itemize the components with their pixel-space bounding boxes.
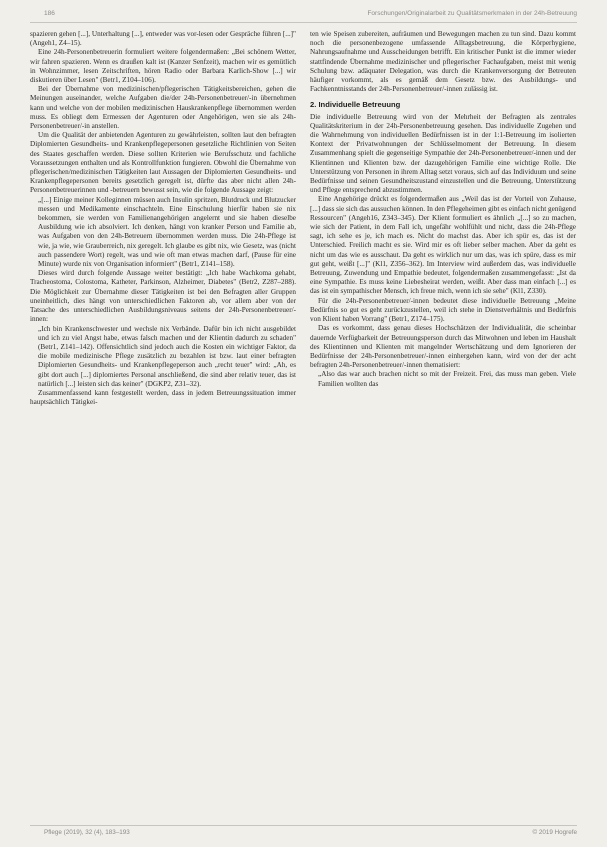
right-column bbox=[310, 30, 576, 820]
quote-paragraph: „[...] Einige meiner Kolleginnen müssen auch Insulin spritzen, Blutdruck und Blutzucker messen und Medikamente einschachteln. Eine Einschulung hierfür haben sie nix bekommen, sie werden von Familienangehörigen angelernt und sie haben dieselbe Ausbildung wie ich absolviert. Ich denken, hängt von kranker Person und Familie ab, was Aufgaben von den 24h-Betreuern übernommen werden muss. Die 24h-Pflege ist wie, ja wie, wie Grauberreich, nix geregelt. Ich glaube es gibt nix, wie Gesetz, was (nicht auch passendere Wort) regelt, was und wie oft man etwas machen darf, (Pause für eine Minute) wurde nix von Organisation informiert" (Betr1, Z141–158). bbox=[38, 195, 296, 269]
section-heading: 2. Individuelle Betreuung bbox=[310, 100, 401, 110]
paragraph: spazieren gehen [...], Unterhaltung [...], entweder was vor-lesen oder Gespräche führen [...]" (Angeh1, Z4–15). bbox=[30, 30, 296, 48]
paragraph: Eine Angehörige drückt es folgendermaßen aus „Weil das ist der Vorteil von Zuhause, [...] dass sie sich das aussuchen können. In den Pflegeheimen gibt es einfach nicht genügend Ressourcen" (Angeh16, Z343–345). Der Klient formuliert es ähnlich „[...] so zu machen, wie sich der Patient, in dem Fall ich, ungefähr wohlfühlt und nicht, dass die 24h-Pflege sagt, ich sehe es je, ich mach es. Nicht do machst das. Aber ich spür es, das ist der Unterschied. Freilich macht es sie. Wird mir es oft lieber selber machen. Aber da geht es nicht um das wie es ausschaut. Da geht es wirklich nur um das, was ich spüre, dass es mir gut geht, weißt [...]" (Kl1, Z356–362). Im Interview wird außerdem das, was individuelle Betreuung, Zuwendung und Empathie bedeutet, folgendermaßen zusammengefasst: „Ist da eine Sympathie. Es muss keine Liebesheirat werden, weißt. Aber dass man einfach [...] es das ist ein sympathischer Mensch, ich freue mich, wenn ich sie sehe" (Kl1, Z330). bbox=[310, 195, 576, 296]
page-number: 186 bbox=[44, 10, 55, 17]
page-header bbox=[30, 8, 577, 23]
quote-paragraph: „Ich bin Krankenschwester und wechsle nix Verbände. Dafür bin ich nicht ausgebildet und ich zu viel Angst habe, etwas falsch machen und der Klientin dadurch zu schaden" (Betr1, Z141–142). Offensichtlich sind jedoch auch die Kosten ein wichtiger Faktor, da die mobile medizinische Pflege zusätzlich zu bezahlen ist bzw. laut einer befragten Diplomierten Gesundheits- und Krankenpflegeperson auch „recht teuer" wird: „Ah, es gibt dort auch [...] diplomiertes Personal anschließend, die sind aber relativ teuer, das ist natürlich [...] leisten sich das keiner" (DGKP2, Z31–32). bbox=[38, 324, 296, 388]
paragraph: Das es vorkommt, dass genau dieses Hochschätzen der Individualität, die scheinbar dauernde Verfügbarkeit der Betreuungsperson durch das Mitwohnen und leben im Haushalt des Klientinnen und Klienten mit mangelnder Wertschätzung und dem Ignorieren der Bedürfnisse der 24h-Personenbetreuer/-innen einhergehen kann, wird von der der acht befragten 24h-Personenbetreuer/-innen thematisiert: bbox=[310, 324, 576, 370]
paragraph: Bei der Übernahme von medizinischen/pflegerischen Tätigkeitsbereichen, gehen die Meinungen auseinander, welche Aufgaben die/der 24h-Personenbetreuer/-in übernehmen kann und welche von der mobilen medizinischen Hauskrankenpflege übernommen werden muss. Es obliegt dem Ermessen der Agenturen oder Angehörigen, wen sie als 24h-Personenbetreuer/-in anstellen. bbox=[30, 85, 296, 131]
left-column bbox=[30, 30, 296, 820]
paragraph: ten wie Speisen zubereiten, aufräumen und Bewegungen machen zu tun sind. Dazu kommt noch die personenbezogene umfassende Alltagsbetreuung, die Körperhygiene, Nahrungsaufnahme und Ausscheidungen betrifft. Ein kritischer Punkt ist die immer wieder stattfindende Übernahme medizinischer und pflegerischer Fachaufgaben, meist mit wenig Schulung bzw. adäquater Delegation, was durch die Krankenversorgung der Betreuten häufiger vorkommt, als es gemäß dem Gesetz bzw. des Ausbildungs- und Fachkenntnisstands der 24h-Personenbetreuer/-innen zulässig ist. bbox=[310, 30, 576, 94]
quote-paragraph: „Also das war auch brachen nicht so mit der Freizeit. Frei, das muss man geben. Viele Familien wollten das bbox=[318, 370, 576, 388]
journal-citation: Pflege (2019), 32 (4), 183–193 bbox=[44, 829, 130, 836]
paragraph: Dieses wird durch folgende Aussage weiter bestätigt: „Ich habe Wachkoma gehabt, Tracheostoma, Colostoma, Katheter, Parkinson, Alzheimer, Diabetes" (Betr2, Z287–288). Die Möglichkeit zur Übernahme dieser Tätigkeiten ist bei den Befragten aller Gruppen uneinheitlich, dies hängt von unterschiedlichen Faktoren ab, vor allem aber von der Tatsache des unterschiedlichen Ausbildungsniveaus seitens der 24h-Personenbetreuer/-innen: bbox=[30, 269, 296, 324]
paragraph: Um die Qualität der anbietenden Agenturen zu gewährleisten, sollten laut den befragten Diplomierten Gesundheits- und Krankenpflegepersonen gesetzliche Richtlinien von Seiten des Staates geschaffen werden. Diese sollten Kriterien wie Berufsschutz und fachliche Voraussetzungen enthalten und als Kontrollfunktion fungieren. Obwohl die Übernahme von pflegerischen/medizinischen Tätigkeiten laut Aussagen der Diplomierten Gesundheits- und Krankenpflegepersonen bereits gesetzlich geregelt ist, dürfte das aber nicht allen 24h-Personenbetreuerinnen und -betreuern bewusst sein, wie die folgende Aussage zeigt: bbox=[30, 131, 296, 195]
paragraph: Eine 24h-Personenbetreuerin formuliert weitere folgendermaßen: „Bei schönem Wetter, wir fahren spazieren. Wenn es draußen kalt ist (Kanzer Senfzeit), machen wir es gemütlich in Wohnzimmer, lesen Zeitschriften, hören Radio oder Barbara Karlich-Show [...] wir diskutieren über Lesen" (Betr1, Z104–106). bbox=[30, 48, 296, 85]
page-footer bbox=[30, 825, 577, 838]
paragraph: Zusammenfassend kann festgestellt werden, dass in jedem Betreuungssituation immer hauptsächlich Tätigkei- bbox=[30, 388, 296, 407]
copyright: © 2019 Hogrefe bbox=[532, 829, 577, 836]
paragraph: Für die 24h-Personenbetreuer/-innen bedeutet diese individuelle Betreuung „Meine Bedürfnis so gut es geht zurückzustellen, weil ich stehe in Dienstverhältnis und Bedürfnis von Klient haben Vorrang" (Betr1, Z174–175). bbox=[310, 296, 576, 324]
paragraph: Die individuelle Betreuung wird von der Mehrheit der Befragten als zentrales Qualitätskriterium in der 24h-Personenbetreuung gesehen. Das individuelle Zugehen und die Wahrnehmung von individuellen Bedürfnissen ist in der 1:1-Betreuung im isolierten Kontext der Privatwohnungen der Schlüsselmoment der Betreuung. In diesem Zusammenhang spielt die gegenseitige Sympathie der 24h-Personenbetreuer/-innen und der Klientinnen und Klienten bzw. der dazugehörigen Familie eine wichtige Rolle. Die Unterstützung von Personen in ihrem Alltag setzt voraus, sich auf das Individuum und seine Bedürfnisse und seinen Gesundheitszustand einzustellen und die Betreuung, Unterstützung und Pflege entsprechend abzustimmen. bbox=[310, 112, 576, 195]
running-title: Forschungen/Originalarbeit zu Qualitätsmerkmalen in der 24h-Betreuung bbox=[367, 10, 577, 17]
